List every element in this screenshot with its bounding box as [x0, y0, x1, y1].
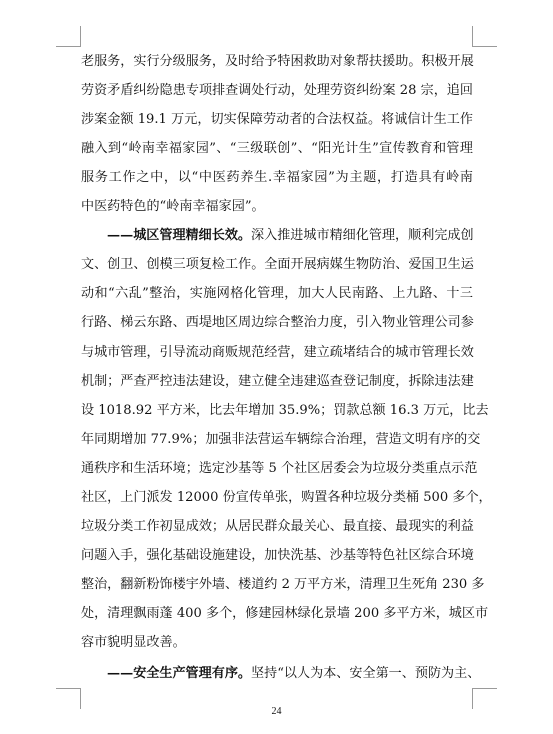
text-line: 老服务，实行分级服务，及时给予特困救助对象帮扶援助。积极开展: [81, 54, 474, 69]
text-line: 整治，翻新粉饰楼宇外墙、楼道约 2 万平方米，清理卫生死角 230 多: [81, 577, 485, 592]
section-heading-safety-management: ——安全生产管理有序。: [107, 666, 252, 681]
section-heading-urban-management: ——城区管理精细长效。: [107, 228, 252, 243]
crop-mark-top-right: [472, 26, 497, 47]
text-line: 处，清理飘雨蓬 400 多个，修建园林绿化景墙 200 多平方米，城区市: [81, 606, 489, 621]
text-line: 与城市管理，引导流动商贩规范经营，建立疏堵结合的城市管理长效: [81, 345, 474, 360]
page-number: 24: [271, 706, 282, 717]
text-line: 容市貌明显改善。: [81, 635, 186, 650]
text-line: 问题入手，强化基础设施建设，加快洗基、沙基等特色社区综合环境: [81, 548, 474, 563]
text-line: 机制；严查严控违法建设，建立健全违建巡查登记制度，拆除违法建: [81, 374, 474, 389]
text-line: 行路、梯云东路、西堤地区周边综合整治力度，引入物业管理公司参: [81, 315, 474, 330]
crop-mark-top-left: [56, 26, 81, 47]
text-span: 深入推进城市精细化管理，顺利完成创: [251, 228, 474, 243]
text-line: 动和“六乱”整治，实施网格化管理，加大人民南路、上九路、十三: [81, 286, 473, 301]
text-line: 年同期增加 77.9%；加强非法营运车辆综合治理，营造文明有序的交: [81, 432, 481, 447]
text-line: 文、创卫、创模三项复检工作。全面开展病媒生物防治、爱国卫生运: [81, 257, 474, 272]
text-line: 涉案金额 19.1 万元，切实保障劳动者的合法权益。将诚信计生工作: [81, 112, 473, 127]
text-line: 社区，上门派发 12000 份宣传单张，购置各种垃圾分类桶 500 多个，: [81, 490, 492, 505]
text-line: 劳资矛盾纠纷隐患专项排查调处行动，处理劳资纠纷案 28 宗，追回: [81, 83, 473, 98]
paragraph-first-line: [107, 664, 481, 684]
paragraph-first-line: [107, 226, 473, 246]
text-span: 坚持“以人为本、安全第一、预防为主、: [251, 666, 481, 681]
text-line: 设 1018.92 平方米，比去年增加 35.9%；罚款总额 16.3 万元，比去: [81, 403, 489, 418]
text-line: 融入到“岭南幸福家园”、“三级联创”、“阳光计生”宣传教育和管理: [81, 141, 473, 156]
text-line: 通秩序和生活环境；选定沙基等 5 个社区居委会为垃圾分类重点示范: [81, 461, 478, 476]
text-line: 垃圾分类工作初显成效；从居民群众最关心、最直接、最现实的利益: [81, 519, 474, 534]
text-line: 中医药特色的“岭南幸福家园”。: [81, 199, 265, 214]
text-line: 服务工作之中，以“中医药养生.幸福家园”为主题，打造具有岭南: [81, 170, 473, 185]
